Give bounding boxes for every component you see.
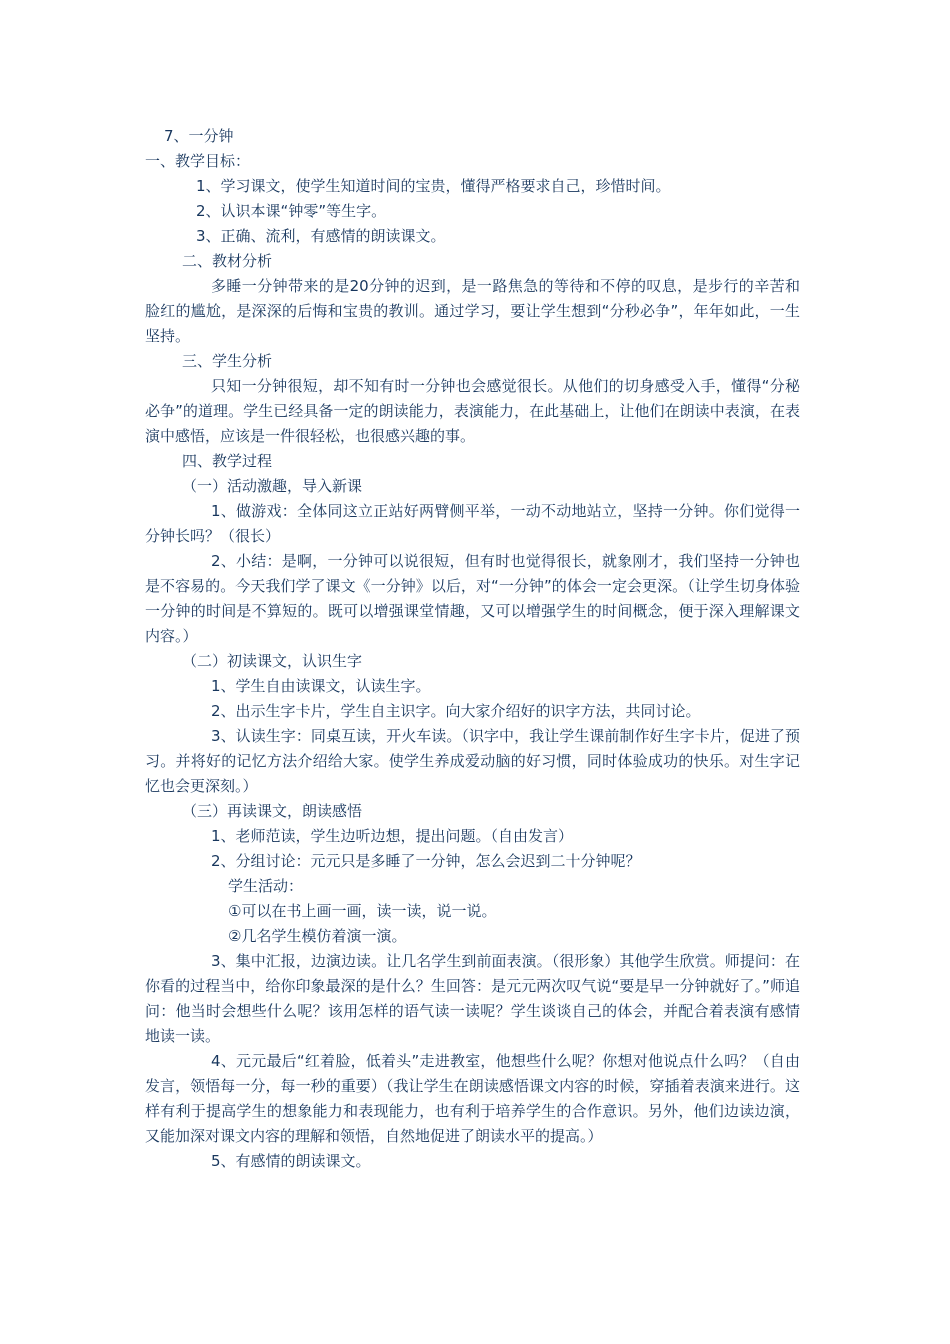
student-activity-label: 学生活动： (228, 877, 304, 895)
objective-item: 2、认识本课“钟零”等生字。 (196, 202, 387, 220)
student-paragraph: 只知一分钟很短，却不知有时一分钟也会感觉很长。从他们的切身感受入手，懂得“分秘必争”的道理。学生已经具备一定的朗读能力，表演能力，在此基础上，让他们在朗读中表演，在表演中感悟，应该是一件很轻松，也很感兴趣的事。 (145, 377, 800, 445)
process-item: 4、元元最后“红着脸，低着头”走进教室，他想些什么呢？你想对他说点什么吗？（自由发言，领悟每一分，每一秒的重要）（我让学生在朗读感悟课文内容的时候，穿插着表演来进行。这样有利于提高学生的想象能力和表现能力，也有利于培养学生的合作意识。另外，他们边读边演，又能加深对课文内容的理解和领悟，自然地促进了朗读水平的提高。） (145, 1052, 800, 1145)
objective-item: 1、学习课文，使学生知道时间的宝贵，懂得严格要求自己，珍惜时间。 (196, 177, 671, 195)
section-student-heading: 三、学生分析 (182, 352, 273, 370)
section-process-heading: 四、教学过程 (182, 452, 273, 470)
process-part1-heading: （一）活动激趣，导入新课 (182, 477, 363, 495)
doc-title: 7、一分钟 (164, 127, 234, 145)
process-item: 3、认读生字：同桌互读，开火车读。（识字中，我让学生课前制作好生字卡片，促进了预习。并将好的记忆方法介绍给大家。使学生养成爱动脑的好习惯，同时体验成功的快乐。对生字记忆也会更深刻。） (145, 727, 800, 795)
process-part3-heading: （三）再读课文，朗读感悟 (182, 802, 363, 820)
section-objectives-heading: 一、教学目标： (145, 152, 251, 170)
student-activity-item: ①可以在书上画一画，读一读，说一说。 (228, 902, 497, 920)
process-item: 1、做游戏：全体同这立正站好两臂侧平举，一动不动地站立，坚持一分钟。你们觉得一分钟长吗？（很长） (145, 502, 800, 545)
process-item: 2、出示生字卡片，学生自主识字。向大家介绍好的识字方法，共同讨论。 (211, 702, 701, 720)
process-item: 5、有感情的朗读课文。 (211, 1152, 371, 1170)
section-material-heading: 二、教材分析 (182, 252, 273, 270)
process-item: 2、分组讨论：元元只是多睡了一分钟，怎么会迟到二十分钟呢？ (211, 852, 641, 870)
process-item: 1、学生自由读课文，认读生字。 (211, 677, 431, 695)
process-item: 1、老师范读，学生边听边想，提出问题。（自由发言） (211, 827, 574, 845)
process-part2-heading: （二）初读课文，认识生字 (182, 652, 363, 670)
process-item: 2、小结：是啊，一分钟可以说很短，但有时也觉得很长，就象刚才，我们坚持一分钟也是不容易的。今天我们学了课文《一分钟》以后，对“一分钟”的体会一定会更深。（让学生切身体验一分钟的时间是不算短的。既可以增强课堂情趣，又可以增强学生的时间概念，便于深入理解课文内容。） (145, 552, 800, 645)
process-item: 3、集中汇报，边演边读。让几名学生到前面表演。（很形象）其他学生欣赏。师提问：在你看的过程当中，给你印象最深的是什么？生回答：是元元两次叹气说“要是早一分钟就好了。”师追问：他当时会想些什么呢？该用怎样的语气读一读呢？学生谈谈自己的体会，并配合着表演有感情地读一读。 (145, 952, 800, 1045)
student-activity-item: ②几名学生模仿着演一演。 (228, 927, 407, 945)
material-paragraph: 多睡一分钟带来的是20分钟的迟到，是一路焦急的等待和不停的叹息，是步行的辛苦和脸红的尴尬，是深深的后悔和宝贵的教训。通过学习，要让学生想到“分秒必争”，年年如此，一生坚持。 (145, 277, 800, 345)
objective-item: 3、正确、流利，有感情的朗读课文。 (196, 227, 446, 245)
